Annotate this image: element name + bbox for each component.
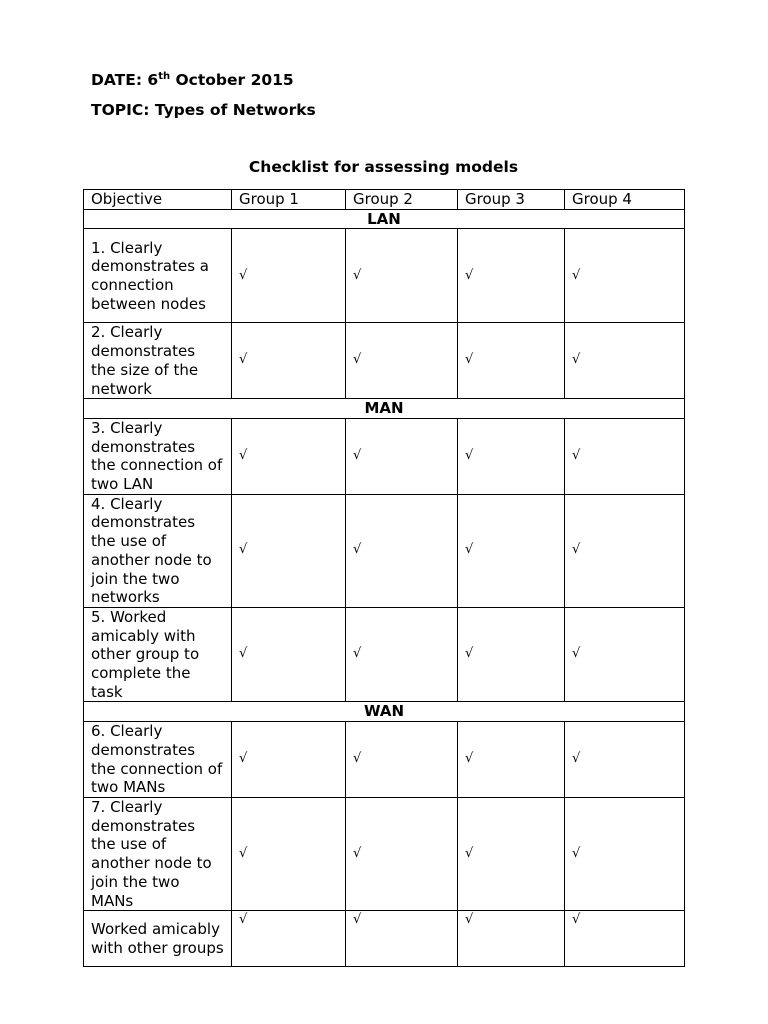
check-mark-group-3: √ [458, 494, 565, 607]
check-mark-group-4: √ [565, 722, 685, 798]
column-header-group-4: Group 4 [565, 190, 685, 210]
section-label: MAN [84, 399, 685, 419]
objective-cell: 1. Clearly demonstrates a connection between nodes [84, 229, 232, 323]
table-row [84, 722, 685, 798]
check-mark-group-3: √ [458, 607, 565, 702]
objective-cell: 2. Clearly demonstrates the size of the network [84, 323, 232, 399]
check-mark-group-4: √ [565, 323, 685, 399]
check-mark-group-4: √ [565, 418, 685, 494]
checklist-table [83, 189, 685, 967]
check-mark-group-4: √ [565, 607, 685, 702]
section-label: WAN [84, 702, 685, 722]
check-mark-group-1: √ [232, 323, 346, 399]
column-header-group-1: Group 1 [232, 190, 346, 210]
check-mark-group-1: √ [232, 418, 346, 494]
check-mark-group-1: √ [232, 607, 346, 702]
objective-cell: 6. Clearly demonstrates the connection of two MANs [84, 722, 232, 798]
check-mark-group-1: √ [232, 229, 346, 323]
check-mark-group-2: √ [346, 494, 458, 607]
table-row [84, 229, 685, 323]
check-mark-group-4: √ [565, 494, 685, 607]
table-row [84, 494, 685, 607]
column-header-objective: Objective [84, 190, 232, 210]
check-mark-group-3: √ [458, 911, 565, 967]
check-mark-group-3: √ [458, 722, 565, 798]
check-mark-group-4: √ [565, 797, 685, 910]
objective-cell: Worked amicably with other groups [84, 911, 232, 967]
check-mark-group-2: √ [346, 229, 458, 323]
section-row-lan [84, 209, 685, 229]
objective-cell: 4. Clearly demonstrates the use of another node to join the two networks [84, 494, 232, 607]
objective-cell: 7. Clearly demonstrates the use of another node to join the two MANs [84, 797, 232, 910]
check-mark-group-2: √ [346, 607, 458, 702]
objective-cell: 3. Clearly demonstrates the connection of two LAN [84, 418, 232, 494]
header-row [84, 190, 685, 210]
date-label: DATE: 6 [91, 71, 159, 89]
table-row [84, 323, 685, 399]
date-ordinal-suffix: th [158, 71, 171, 82]
check-mark-group-3: √ [458, 229, 565, 323]
check-mark-group-2: √ [346, 323, 458, 399]
table-row [84, 418, 685, 494]
check-mark-group-3: √ [458, 418, 565, 494]
objective-cell: 5. Worked amicably with other group to complete the task [84, 607, 232, 702]
check-mark-group-1: √ [232, 797, 346, 910]
column-header-group-2: Group 2 [346, 190, 458, 210]
table-row [84, 607, 685, 702]
check-mark-group-4: √ [565, 229, 685, 323]
check-mark-group-4: √ [565, 911, 685, 967]
date-line [91, 71, 294, 89]
check-mark-group-2: √ [346, 797, 458, 910]
table-row [84, 911, 685, 967]
section-row-man [84, 399, 685, 419]
check-mark-group-3: √ [458, 323, 565, 399]
check-mark-group-2: √ [346, 418, 458, 494]
topic-line: TOPIC: Types of Networks [91, 101, 316, 119]
section-label: LAN [84, 209, 685, 229]
table-row [84, 797, 685, 910]
check-mark-group-1: √ [232, 494, 346, 607]
check-mark-group-1: √ [232, 911, 346, 967]
section-row-wan [84, 702, 685, 722]
check-mark-group-1: √ [232, 722, 346, 798]
check-mark-group-2: √ [346, 911, 458, 967]
checklist-title: Checklist for assessing models [248, 158, 519, 176]
check-mark-group-2: √ [346, 722, 458, 798]
check-mark-group-3: √ [458, 797, 565, 910]
column-header-group-3: Group 3 [458, 190, 565, 210]
date-month-year: October 2015 [170, 71, 294, 89]
